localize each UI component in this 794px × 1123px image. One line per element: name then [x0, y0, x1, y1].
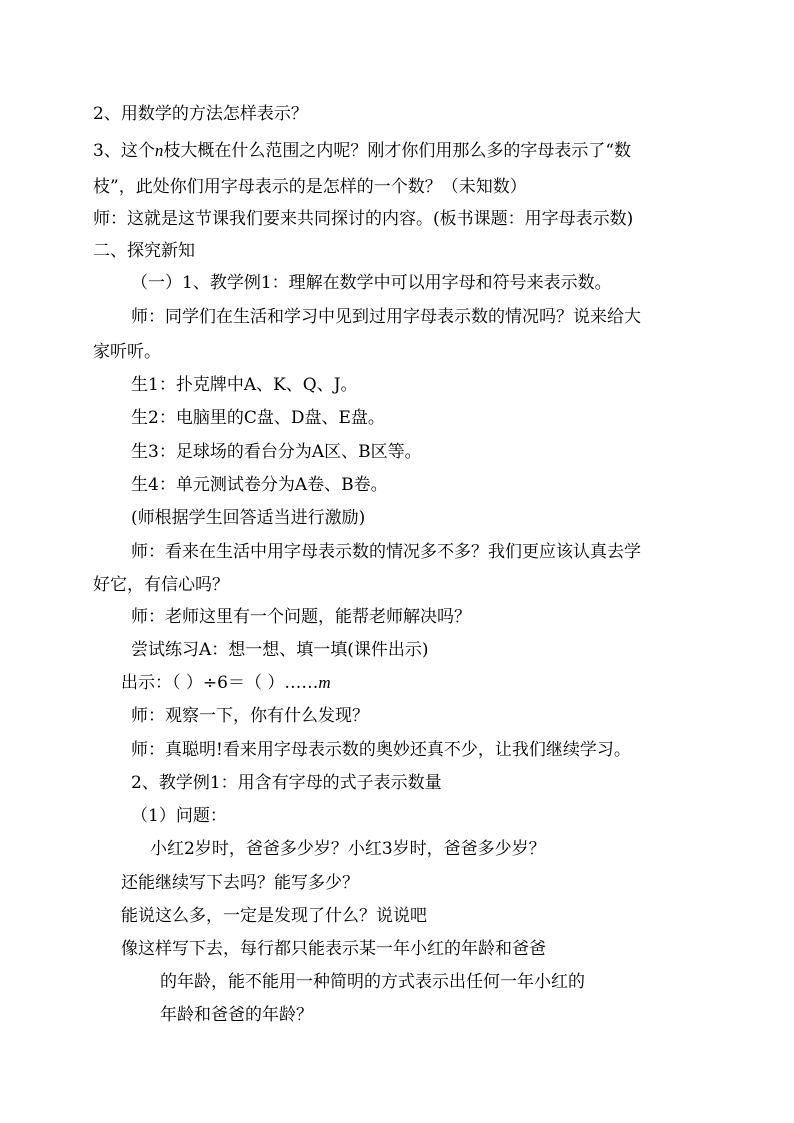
text-line: 年龄和爸爸的年龄？: [160, 1005, 313, 1025]
text-line: 枝”，此处你们用字母表示的是怎样的一个数？（未知数）: [93, 177, 527, 197]
text-line: 2、用数学的方法怎样表示？: [93, 104, 308, 124]
text-line: 生4：单元测试卷分为A卷、B卷。: [131, 475, 388, 495]
text-line: 好它，有信心吗？: [93, 575, 229, 595]
text-line: [121, 672, 331, 694]
math-variable-m: m: [318, 673, 331, 692]
text-line: 师：老师这里有一个问题，能帮老师解决吗？: [131, 607, 471, 627]
text-line: (师根据学生回答适当进行激励): [131, 508, 366, 528]
text-line: 的年龄，能不能用一种简明的方式表示出任何一年小红的: [160, 972, 585, 992]
text-line: 尝试练习A：想一想、填一填(课件出示): [131, 640, 429, 660]
text-line: [93, 140, 631, 162]
text-segment: 3、这个: [93, 141, 155, 161]
text-line: 小红2岁时，爸爸多少岁？小红3岁时，爸爸多少岁？: [150, 839, 546, 859]
text-line: 还能继续写下去吗？能写多少？: [121, 873, 359, 893]
text-line: 生1：扑克牌中A、K、Q、J。: [131, 375, 358, 395]
text-line: （1）问题：: [131, 806, 227, 826]
text-line: 生3：足球场的看台分为A区、B区等。: [131, 442, 422, 462]
text-line: 2、教学例1：用含有字母的式子表示数量: [131, 773, 442, 793]
text-line: 家听听。: [93, 342, 161, 362]
text-line: 师：同学们在生活和学习中见到过用字母表示数的情况吗？说来给大: [131, 307, 641, 327]
text-segment: 出示：（ ）÷6＝（ ）……: [121, 673, 319, 693]
section-heading: 二、探究新知: [93, 241, 195, 261]
text-line: 能说这么多，一定是发现了什么？说说吧: [121, 906, 427, 926]
text-segment: 枝大概在什么范围之内呢？刚才你们用那么多的字母表示了“数: [163, 141, 632, 161]
math-variable-n: n: [154, 141, 164, 160]
text-line: 像这样写下去，每行都只能表示某一年小红的年龄和爸爸: [121, 939, 546, 959]
text-line: 师：观察一下，你有什么发现？: [131, 706, 369, 726]
text-line: 师：这就是这节课我们要来共同探讨的内容。(板书课题：用字母表示数): [93, 209, 634, 229]
text-line: （一）1、教学例1：理解在数学中可以用字母和符号来表示数。: [131, 273, 612, 293]
text-line: 生2：电脑里的C盘、D盘、E盘。: [131, 408, 385, 428]
text-line: 师：真聪明!看来用字母表示数的奥妙还真不少，让我们继续学习。: [131, 740, 631, 760]
text-line: 师：看来在生活中用字母表示数的情况多不多？我们更应该认真去学: [131, 542, 641, 562]
